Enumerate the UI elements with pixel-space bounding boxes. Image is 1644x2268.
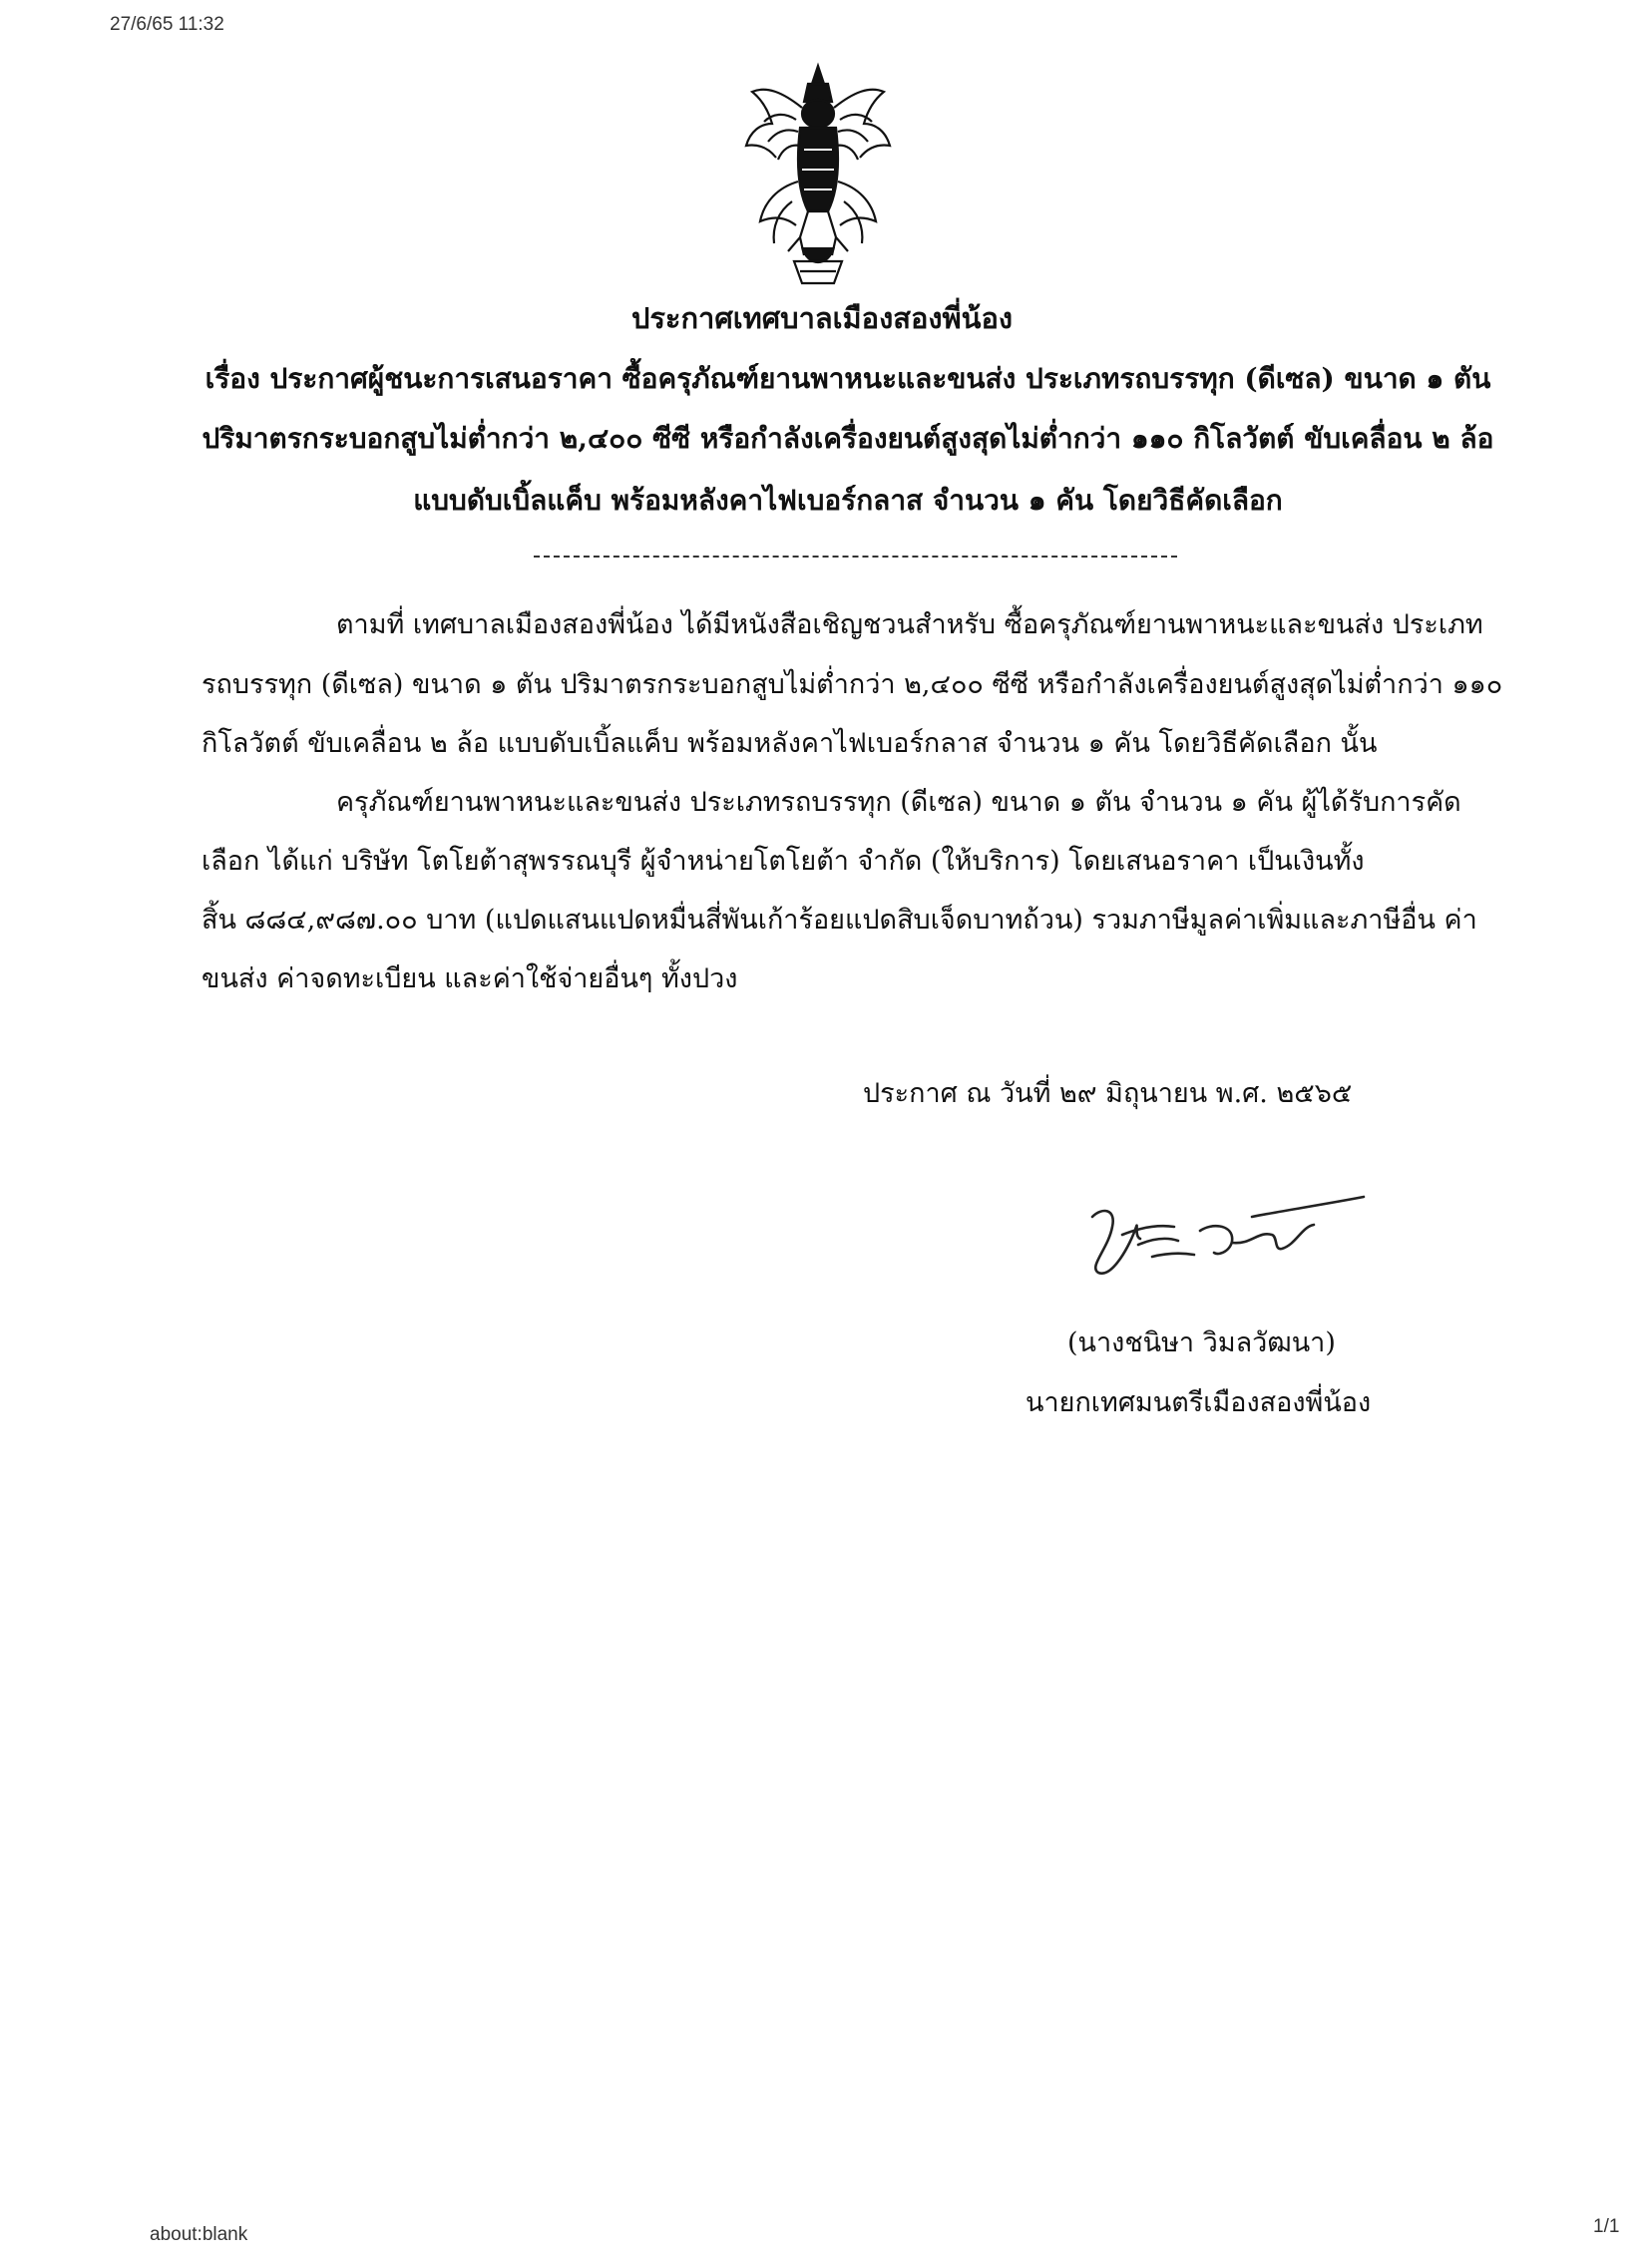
- paragraph-2-line-1: ครุภัณฑ์ยานพาหนะและขนส่ง ประเภทรถบรรทุก (ดีเซล) ขนาด ๑ ตัน จำนวน ๑ คัน ผู้ได้รับการคัด: [336, 787, 1461, 818]
- signer-title: นายกเทศมนตรีเมืองสองพี่น้อง: [1026, 1387, 1372, 1418]
- paragraph-2-line-3: สิ้น ๘๘๔,๙๘๗.๐๐ บาท (แปดแสนแปดหมื่นสี่พันเก้าร้อยแปดสิบเจ็ดบาทถ้วน) รวมภาษีมูลค่าเพิ่มและภาษีอื่น ค่า: [202, 905, 1477, 936]
- garuda-emblem-icon: [738, 62, 898, 291]
- signature: [1082, 1187, 1372, 1297]
- subject-line-2: ปริมาตรกระบอกสูบไม่ต่ำกว่า ๒,๔๐๐ ซีซี หรือกำลังเครื่องยนต์สูงสุดไม่ต่ำกว่า ๑๑๐ กิโลวัตต์ ขับเคลื่อน ๒ ล้อ: [202, 422, 1494, 455]
- announcement-date: ประกาศ ณ วันที่ ๒๙ มิถุนายน พ.ศ. ๒๕๖๕: [863, 1078, 1353, 1109]
- document-title: ประกาศเทศบาลเมืองสองพี่น้อง: [630, 301, 1014, 335]
- paragraph-2-line-2: เลือก ได้แก่ บริษัท โตโยต้าสุพรรณบุรี ผู้จำหน่ายโตโยต้า จำกัด (ให้บริการ) โดยเสนอราคา เป็นเงินทั้ง: [202, 846, 1365, 877]
- signer-name: (นางชนิษา วิมลวัฒนา): [1067, 1327, 1336, 1358]
- subject-line-3: แบบดับเบิ้ลแค็บ พร้อมหลังคาไฟเบอร์กลาส จำนวน ๑ คัน โดยวิธีคัดเลือก: [413, 484, 1283, 517]
- subject-line-1: เรื่อง ประกาศผู้ชนะการเสนอราคา ซื้อครุภัณฑ์ยานพาหนะและขนส่ง ประเภทรถบรรทุก (ดีเซล) ขนาด ๑ ตัน: [205, 362, 1491, 395]
- paragraph-2-line-4: ขนส่ง ค่าจดทะเบียน และค่าใช้จ่ายอื่นๆ ทั้งปวง: [202, 963, 738, 994]
- print-footer-page: 1/1: [1593, 2216, 1620, 2237]
- print-footer-url: about:blank: [150, 2224, 248, 2245]
- paragraph-1-line-1: ตามที่ เทศบาลเมืองสองพี่น้อง ได้มีหนังสือเชิญชวนสำหรับ ซื้อครุภัณฑ์ยานพาหนะและขนส่ง ประเภท: [336, 609, 1483, 640]
- print-header-timestamp: 27/6/65 11:32: [110, 14, 224, 35]
- title-divider: [534, 556, 1177, 558]
- paragraph-1-line-3: กิโลวัตต์ ขับเคลื่อน ๒ ล้อ แบบดับเบิ้ลแค็บ พร้อมหลังคาไฟเบอร์กลาส จำนวน ๑ คัน โดยวิธีคัดเลือก นั้น: [202, 728, 1378, 759]
- paragraph-1-line-2: รถบรรทุก (ดีเซล) ขนาด ๑ ตัน ปริมาตรกระบอกสูบไม่ต่ำกว่า ๒,๔๐๐ ซีซี หรือกำลังเครื่องยนต์สูงสุดไม่ต่ำกว่า ๑๑๐: [202, 669, 1503, 700]
